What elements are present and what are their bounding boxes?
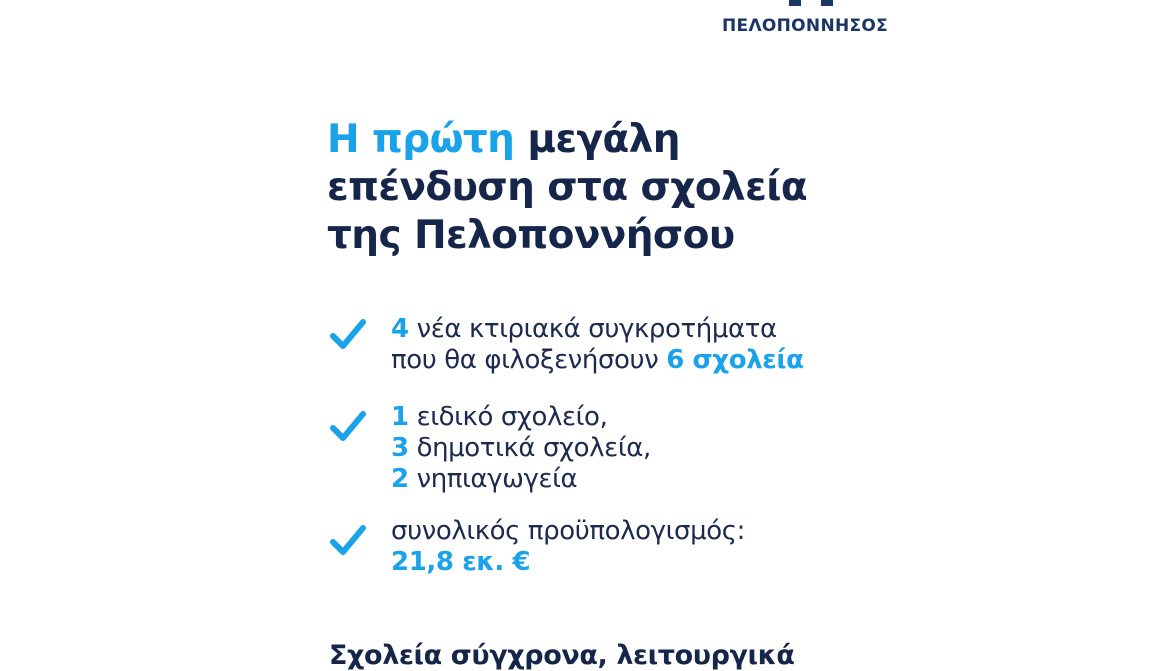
list-item-line-text: ειδικό σχολείο, (408, 402, 608, 432)
headline-line-3: της Πελοποννήσου (327, 213, 735, 258)
number-highlight: 3 (391, 433, 409, 463)
list-item-text (391, 402, 651, 495)
list-item-line (391, 464, 651, 495)
checkmark-icon (329, 410, 367, 444)
headline-accent: Η πρώτη (327, 117, 515, 162)
list-item-line (391, 433, 651, 464)
list-item-line-text: δημοτικά σχολεία, (408, 433, 651, 463)
region-logo-mark (783, 0, 839, 6)
number-highlight: 2 (391, 464, 409, 494)
list-item-line (391, 314, 804, 345)
checkmark-icon (329, 524, 367, 558)
number-highlight: 4 (391, 314, 409, 344)
number-highlight: 1 (391, 402, 409, 432)
list-item-line-text: συνολικός προϋπολογισμός: (391, 516, 745, 546)
list-item-line (391, 345, 804, 376)
number-highlight: 6 σχολεία (666, 345, 804, 375)
headline-line-2: επένδυση στα σχολεία (327, 165, 808, 210)
list-item-text (391, 516, 745, 578)
logo-text: ΠΕΛΟΠΟΝΝΗΣΟΣ (722, 16, 889, 36)
headline-line-1 (327, 116, 807, 164)
headline-line-1-rest: μεγάλη (514, 117, 680, 162)
checkmark-icon (329, 318, 367, 352)
headline (327, 116, 807, 260)
list-item-line (391, 402, 651, 433)
list-item-text (391, 314, 804, 376)
budget-amount: 21,8 εκ. € (391, 547, 531, 577)
list-item-line-text: νηπιαγωγεία (408, 464, 578, 494)
list-item-line-text: που θα φιλοξενήσουν (391, 345, 667, 375)
footer-heading-partial: Σχολεία σύγχρονα, λειτουργικά (329, 640, 795, 671)
list-item-line-text: νέα κτιριακά συγκροτήματα (408, 314, 777, 344)
